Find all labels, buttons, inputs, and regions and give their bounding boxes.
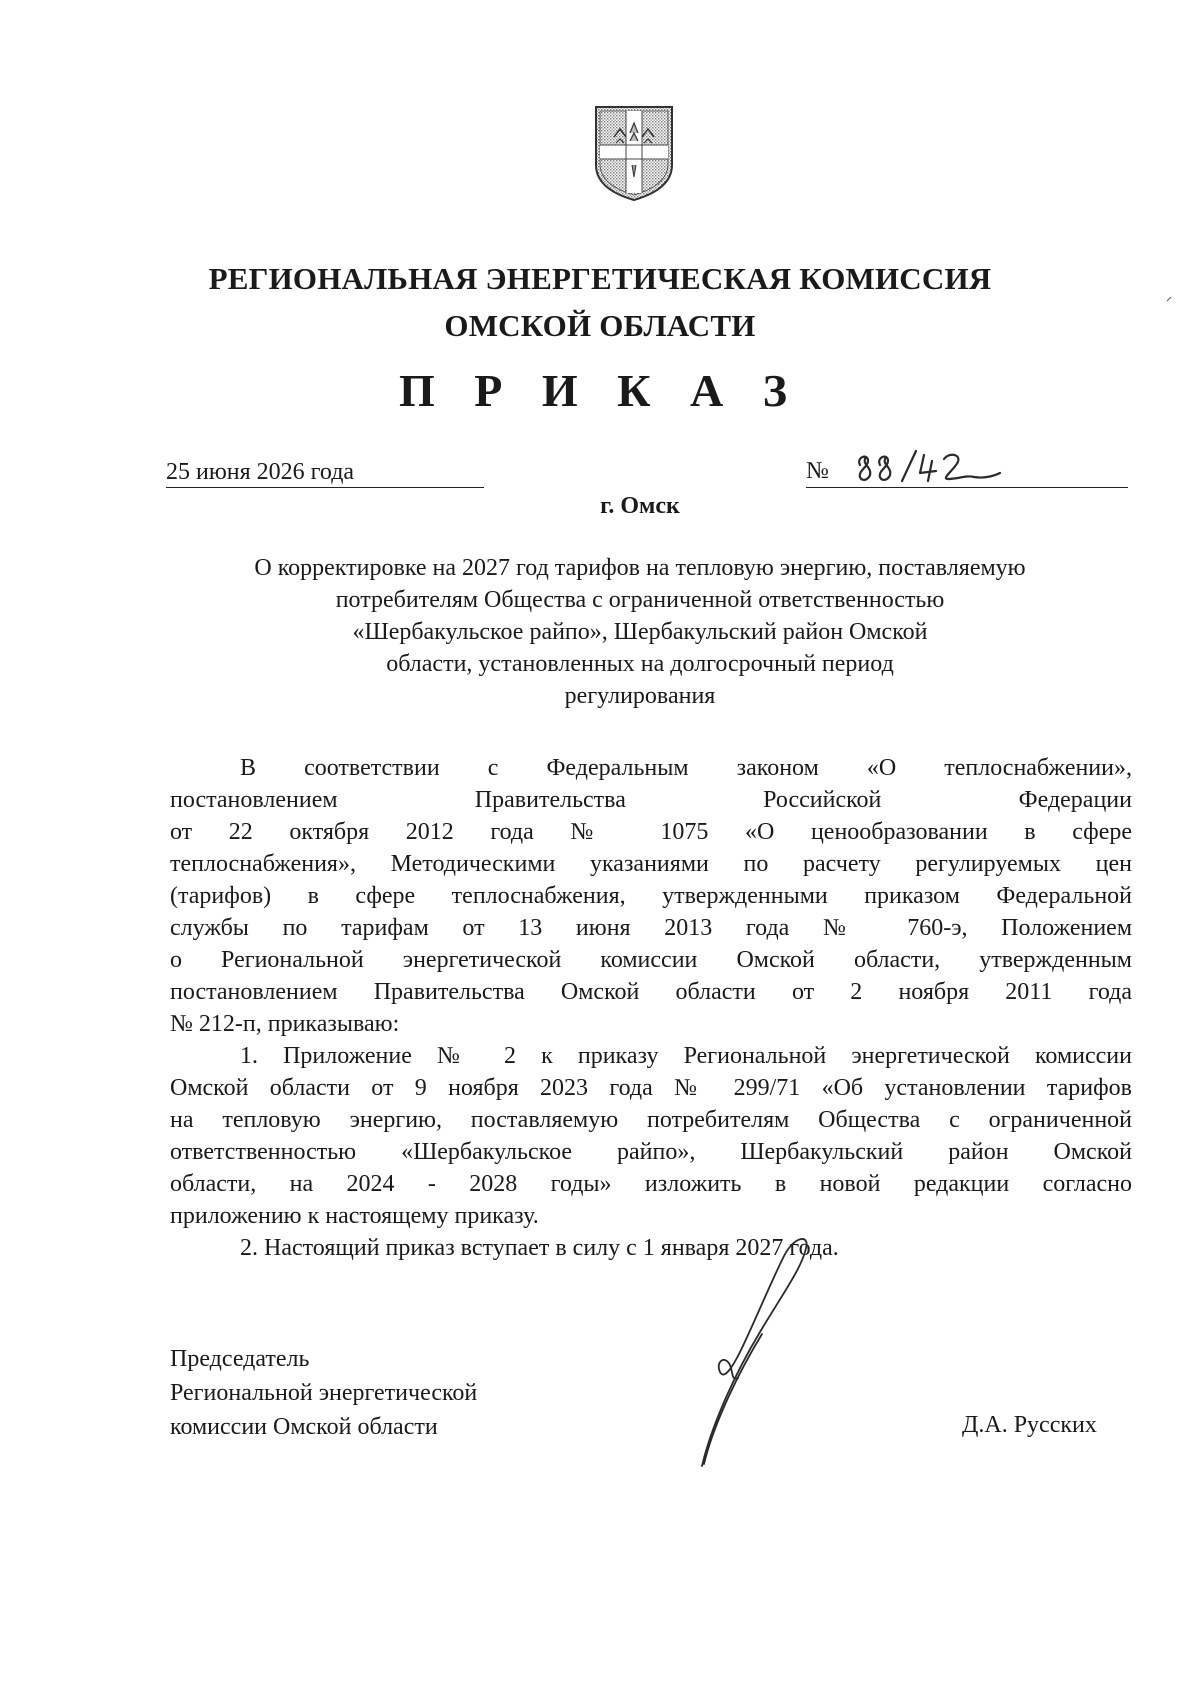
subject-line: регулирования — [564, 683, 716, 709]
subject-line: «Шербакульское райпо», Шербакульский район Омской — [352, 619, 928, 645]
scan-artifact-mark — [1166, 296, 1172, 302]
signatory-title-line: комиссии Омской области — [170, 1414, 438, 1440]
body-line: В соответствии с Федеральным законом «О теплоснабжении», — [240, 755, 1132, 781]
signatory-name: Д.А. Русских — [962, 1412, 1097, 1438]
signatory-title-line: Председатель — [170, 1346, 310, 1372]
organization-title-line-1: РЕГИОНАЛЬНАЯ ЭНЕРГЕТИЧЕСКАЯ КОМИССИЯ — [208, 261, 992, 296]
body-line: от 22 октября 2012 года № 1075 «О ценообразовании в сфере — [170, 819, 1132, 845]
body-line: 2. Настоящий приказ вступает в силу с 1 января 2027 года. — [240, 1235, 839, 1261]
body-line: Омской области от 9 ноября 2023 года № 299/71 «Об установлении тарифов — [170, 1075, 1132, 1101]
handwritten-signature — [690, 1232, 830, 1472]
body-line: 1. Приложение № 2 к приказу Региональной энергетической комиссии — [240, 1043, 1132, 1069]
number-sign-label: № — [806, 458, 829, 484]
coat-of-arms-emblem — [592, 103, 676, 203]
subject-line: области, установленных на долгосрочный период — [386, 651, 894, 677]
body-line: № 212-п, приказываю: — [170, 1011, 400, 1037]
body-line: ответственностью «Шербакульское райпо», Шербакульский район Омской — [170, 1139, 1132, 1165]
document-number-field — [806, 453, 1128, 488]
body-line: о Региональной энергетической комиссии Омской области, утвержденным — [170, 947, 1132, 973]
handwritten-number-stamp — [854, 445, 1004, 485]
body-line: постановлением Правительства Омской области от 2 ноября 2011 года — [170, 979, 1132, 1005]
body-line: приложению к настоящему приказу. — [170, 1203, 539, 1229]
city-label: г. Омск — [600, 493, 680, 519]
body-line: теплоснабжения», Методическими указаниями по расчету регулируемых цен — [170, 851, 1132, 877]
body-line: области, на 2024 - 2028 годы» изложить в новой редакции согласно — [170, 1171, 1132, 1197]
subject-line: О корректировке на 2027 год тарифов на тепловую энергию, поставляемую — [254, 555, 1026, 581]
body-line: на тепловую энергию, поставляемую потребителям Общества с ограниченной — [170, 1107, 1132, 1133]
document-type-heading: П Р И К А З — [398, 365, 801, 416]
body-line: постановлением Правительства Российской Федерации — [170, 787, 1132, 813]
organization-title-line-2: ОМСКОЙ ОБЛАСТИ — [444, 308, 756, 343]
signatory-title-line: Региональной энергетической — [170, 1380, 478, 1406]
body-line: (тарифов) в сфере теплоснабжения, утвержденными приказом Федеральной — [170, 883, 1132, 909]
subject-line: потребителям Общества с ограниченной ответственностью — [335, 587, 945, 613]
body-line: службы по тарифам от 13 июня 2013 года № 760-э, Положением — [170, 915, 1132, 941]
document-date: 25 июня 2026 года — [166, 459, 484, 488]
